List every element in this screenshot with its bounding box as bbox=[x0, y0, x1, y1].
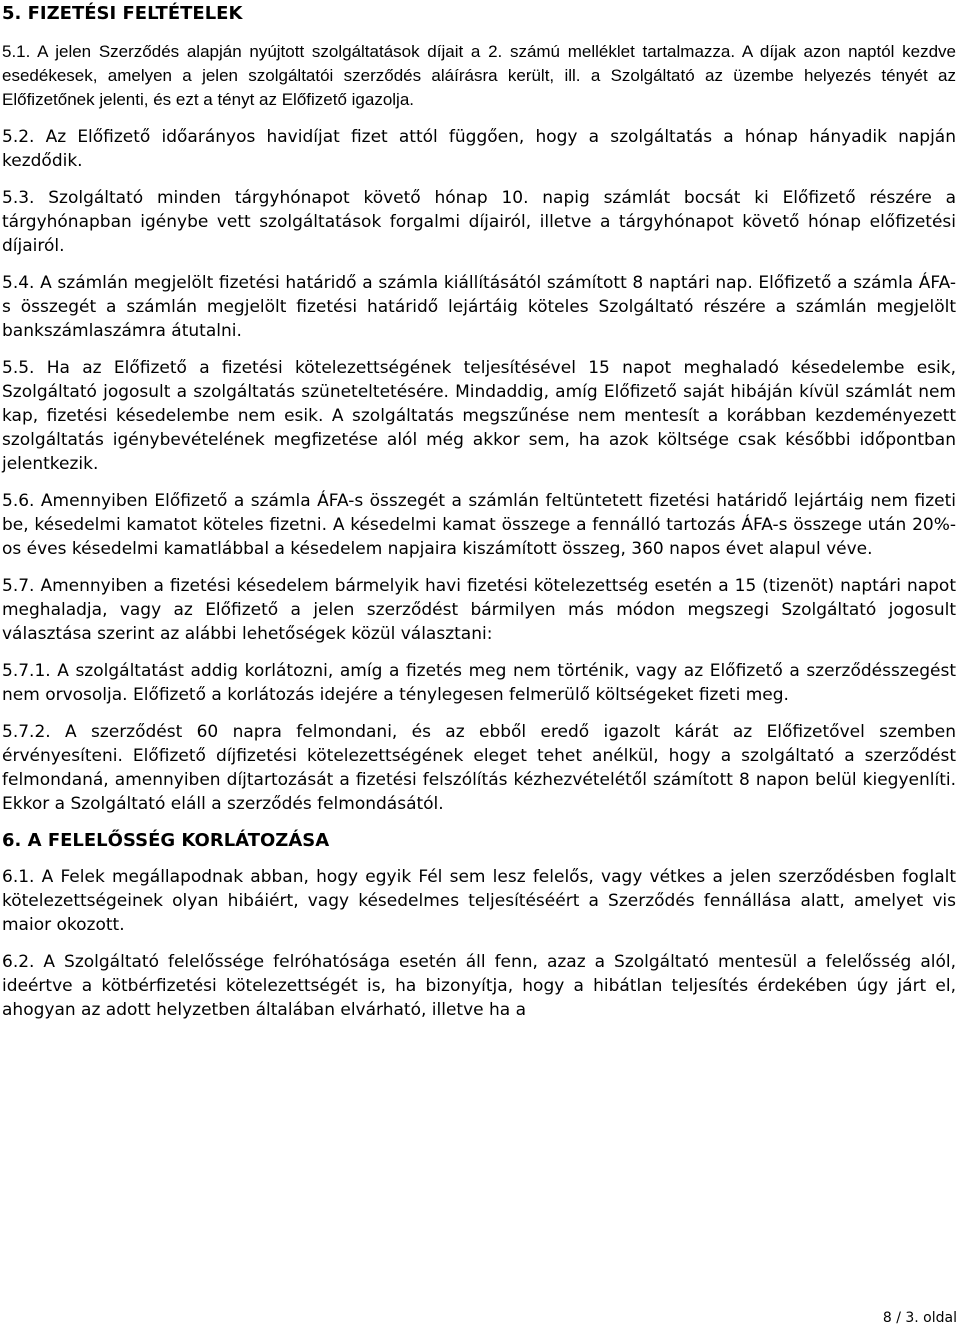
paragraph-6-2: 6.2. A Szolgáltató felelőssége felróhatósága esetén áll fenn, azaz a Szolgáltató mentesül a felelősség alól, ideértve a kötbérfizetési kötelezettségét is, ha bizonyítja, hogy a hibátlan teljesítés érdekében úgy járt el, ahogyan az adott helyzetben általában elvárható, illetve ha a bbox=[2, 952, 956, 1020]
page-number: 8 / 3. oldal bbox=[882, 1310, 957, 1326]
paragraph-5-7-1: 5.7.1. A szolgáltatást addig korlátozni, amíg a fizetés meg nem történik, vagy az Előfizető a szerződésszegést nem orvosolja. Előfizető a korlátozás idejére a ténylegesen felmerülő költségeket fizeti meg. bbox=[2, 661, 956, 705]
paragraph-5-2: 5.2. Az Előfizető időarányos havidíjat fizet attól függően, hogy a szolgáltatás a hónap hányadik napján kezdődik. bbox=[2, 127, 956, 171]
paragraph-5-5: 5.5. Ha az Előfizető a fizetési kötelezettségének teljesítésével 15 napot meghaladó késedelembe esik, Szolgáltató jogosult a szolgáltatás szüneteltetésére. Mindaddig, amíg Előfizető saját hibáján kívül számlát nem kap, fizetési késedelembe nem esik. A szolgáltatás megszűnése nem mentesít a korábban kezdeményezett szolgáltatás igénybevételének megfizetése alól még akkor sem, ha azok költsége csak későbbi időpontban jelentkezik. bbox=[2, 358, 956, 474]
paragraph-5-1: 5.1. A jelen Szerződés alapján nyújtott szolgáltatások díjait a 2. számú melléklet tartalmazza. A díjak azon naptól kezdve esedékesek, amelyen a jelen szolgáltatói szerződés aláírásra került, ill. a Szolgáltató az üzembe helyezés tényét az Előfizetőnek jelenti, és ezt a tényt az Előfizető igazolja. bbox=[2, 42, 956, 109]
paragraph-6-1: 6.1. A Felek megállapodnak abban, hogy egyik Fél sem lesz felelős, vagy vétkes a jelen szerződésben foglalt kötelezettségeinek olyan hibáiért, vagy késedelmes teljesítéséért a Szerződés fennállása alatt, amelyet vis maior okozott. bbox=[2, 867, 956, 935]
paragraph-5-4: 5.4. A számlán megjelölt fizetési határidő a számla kiállításától számított 8 naptári nap. Előfizető a számla ÁFA-s összegét a számlán megjelölt fizetési határidő lejártáig köteles Szolgáltató részére a számlán megjelölt bankszámlaszámra átutalni. bbox=[2, 273, 956, 341]
paragraph-5-3: 5.3. Szolgáltató minden tárgyhónapot követő hónap 10. napig számlát bocsát ki Előfizető részére a tárgyhónapban igénybe vett szolgáltatások forgalmi díjairól, illetve a tárgyhónapot követő hónap előfizetési díjairól. bbox=[2, 188, 956, 256]
document-body bbox=[2, 0, 956, 1035]
paragraph-5-7-2: 5.7.2. A szerződést 60 napra felmondani, és az ebből eredő igazolt kárát az Előfizetővel szemben érvényesíteni. Előfizető díjfizetési kötelezettségének eleget tehet anélkül, hogy a szolgáltató a szerződést felmondaná, amennyiben díjtartozását a fizetési felszólítás kézhezvételétől számított 8 napon belül kiegyenlíti. Ekkor a Szolgáltató eláll a szerződés felmondásától. bbox=[2, 722, 956, 814]
paragraph-5-7: 5.7. Amennyiben a fizetési késedelem bármelyik havi fizetési kötelezettség esetén a 15 (tizenöt) naptári napot meghaladja, vagy az Előfizető a jelen szerződést bármilyen más módon megszegi Szolgáltató jogosult választása szerint az alábbi lehetőségek közül választani: bbox=[2, 576, 956, 644]
section-6-heading: 6. A FELELŐSSÉG KORLÁTOZÁSA bbox=[2, 830, 330, 851]
paragraph-5-6: 5.6. Amennyiben Előfizető a számla ÁFA-s összegét a számlán feltüntetett fizetési határidő lejártáig nem fizeti be, késedelmi kamatot köteles fizetni. A késedelmi kamat összege a fennálló tartozás ÁFA-s összege után 20%-os éves késedelmi kamatlábbal a késedelem napjaira kiszámított összeg, 360 napos évet alapul véve. bbox=[2, 491, 956, 559]
section-5-heading: 5. FIZETÉSI FELTÉTELEK bbox=[2, 3, 243, 24]
